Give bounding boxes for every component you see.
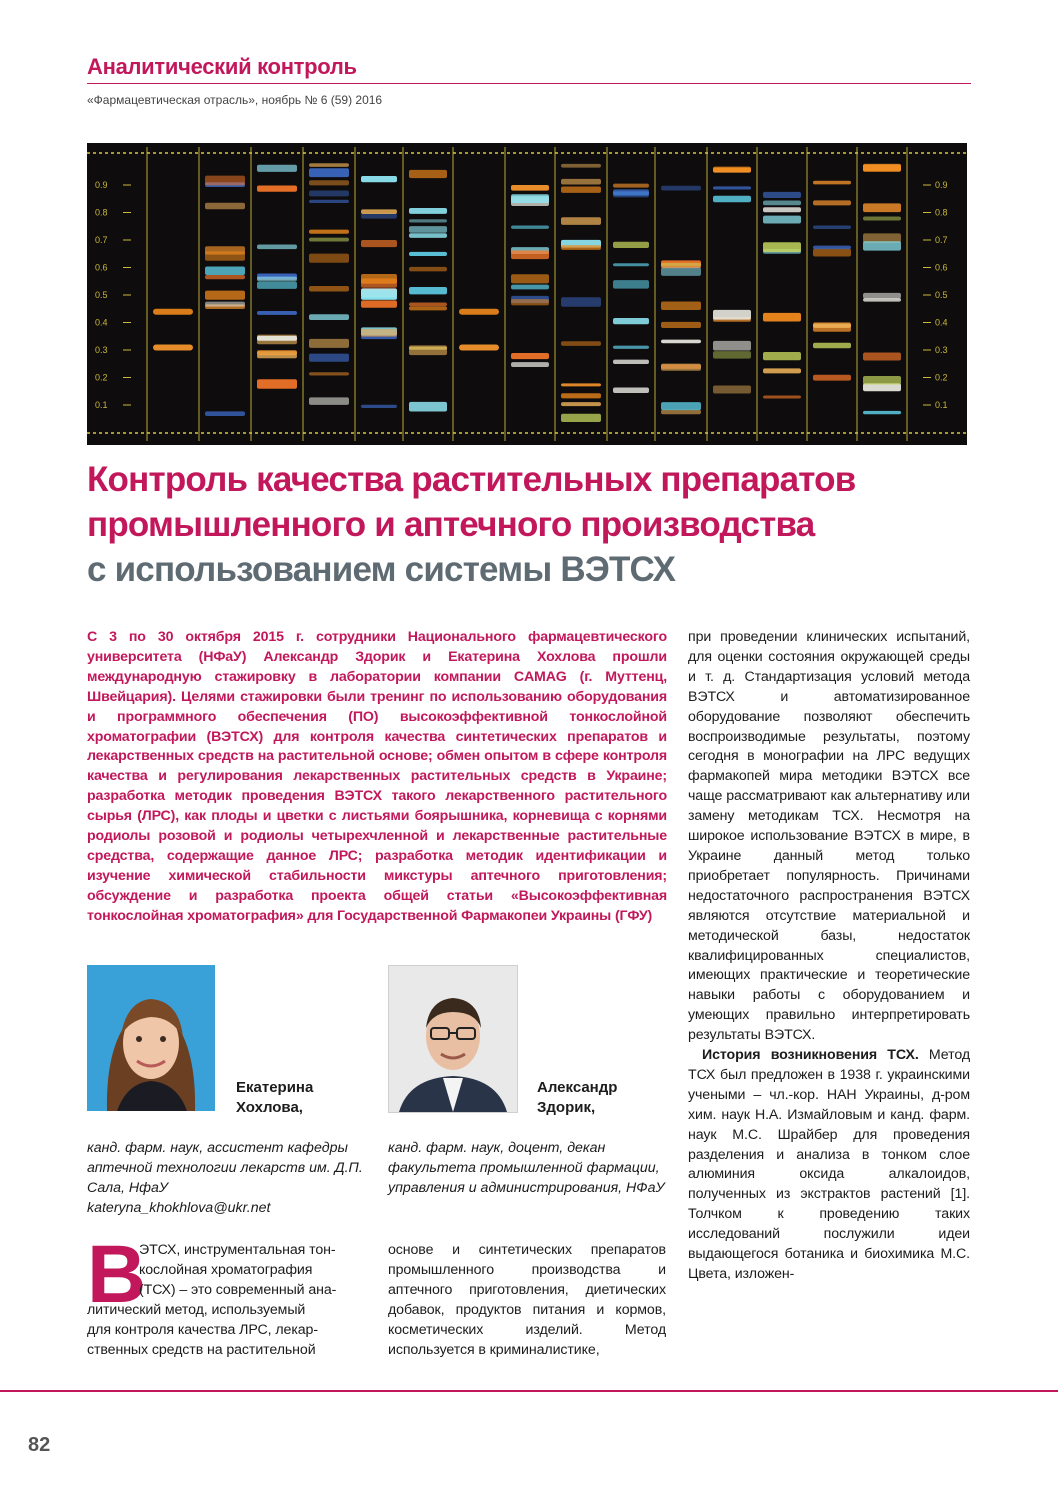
chromatogram-band bbox=[813, 225, 851, 228]
chromatogram-band bbox=[205, 176, 245, 186]
chromatogram-band bbox=[409, 252, 447, 256]
chromatogram-band bbox=[409, 267, 447, 271]
chromatogram-band bbox=[205, 203, 245, 209]
chromatogram-band bbox=[257, 186, 297, 192]
chromatogram-band bbox=[361, 329, 397, 337]
tick-label-right: 0.9 bbox=[935, 180, 948, 190]
chromatogram-band bbox=[561, 164, 601, 168]
chromatogram-band bbox=[863, 293, 901, 298]
chromatogram-band bbox=[361, 209, 397, 214]
chromatogram-band bbox=[361, 176, 397, 182]
chromatogram-band bbox=[511, 299, 549, 305]
chromatogram-band bbox=[763, 207, 801, 212]
hptlc-plate-image bbox=[87, 143, 967, 445]
paragraph bbox=[688, 1046, 970, 1285]
tick-label-left: 0.8 bbox=[95, 207, 108, 218]
tick-label-left: 0.7 bbox=[95, 235, 108, 245]
text-line: ственных средств на растительной bbox=[87, 1342, 316, 1358]
chromatogram-band bbox=[661, 263, 701, 267]
author-1-credentials: канд. фарм. наук, ассистент кафедры аптечной технологии лекарств им. Д.П. Сала, НфаУ bbox=[87, 1140, 363, 1196]
chromatogram-band bbox=[713, 310, 751, 320]
chromatogram-band bbox=[409, 345, 447, 355]
chromatogram-band bbox=[153, 345, 193, 351]
chromatogram-band bbox=[813, 249, 851, 257]
text-line: (ТСХ) – это современный ана- bbox=[139, 1282, 337, 1298]
chromatogram-band bbox=[863, 376, 901, 385]
chromatogram-band bbox=[813, 181, 851, 185]
author-2-name: Александр bbox=[537, 1079, 618, 1096]
author-2-bio bbox=[388, 1138, 668, 1198]
chromatogram-band bbox=[459, 345, 499, 351]
text-column-3 bbox=[688, 628, 970, 1285]
section-title: Аналитический контроль bbox=[87, 54, 357, 79]
portrait-man-icon bbox=[389, 966, 517, 1112]
chromatogram-band bbox=[257, 336, 297, 341]
chromatogram-band bbox=[257, 311, 297, 315]
author-photo-khokhlova bbox=[87, 965, 215, 1111]
chromatogram-band bbox=[863, 241, 901, 250]
chromatogram-band bbox=[511, 362, 549, 367]
tick-label-right: 0.3 bbox=[935, 345, 948, 355]
tick-label-left: 0.4 bbox=[95, 317, 108, 328]
tick-label-left: 0.2 bbox=[95, 372, 108, 383]
chromatogram-band bbox=[661, 364, 701, 371]
chromatogram-band bbox=[309, 238, 349, 242]
chromatogram-band bbox=[511, 250, 549, 259]
chromatogram-band bbox=[661, 267, 701, 276]
chromatogram-band bbox=[409, 306, 447, 310]
tick-label-left: 0.5 bbox=[95, 290, 108, 300]
chromatogram-band bbox=[561, 245, 601, 250]
chromatogram-band bbox=[661, 410, 701, 415]
chromatogram-band bbox=[713, 341, 751, 351]
chromatogram-band bbox=[813, 246, 851, 250]
chromatogram-band bbox=[661, 402, 701, 410]
chromatogram-band bbox=[309, 397, 349, 404]
subheading-runin: История возникновения ТСХ. bbox=[702, 1047, 919, 1064]
chromatogram-band bbox=[257, 351, 297, 358]
chromatogram-band bbox=[763, 395, 801, 398]
chromatogram-band bbox=[409, 302, 447, 306]
chromatogram-band bbox=[361, 300, 397, 307]
chromatogram-band bbox=[763, 368, 801, 373]
chromatogram-band bbox=[713, 167, 751, 172]
chromatogram-band bbox=[813, 375, 851, 381]
author-photo-zdorik bbox=[388, 965, 518, 1113]
tick-label-left: 0.9 bbox=[95, 180, 108, 190]
chromatogram-band bbox=[661, 340, 701, 344]
chromatogram-band bbox=[613, 318, 649, 324]
hptlc-plate-svg bbox=[87, 143, 967, 445]
chromatogram-band bbox=[613, 360, 649, 364]
chromatogram-band bbox=[409, 287, 447, 294]
chromatogram-band bbox=[863, 164, 901, 171]
chromatogram-band bbox=[863, 411, 901, 414]
chromatogram-band bbox=[205, 302, 245, 307]
chromatogram-band bbox=[309, 230, 349, 234]
chromatogram-band bbox=[561, 341, 601, 346]
chromatogram-band bbox=[205, 411, 245, 416]
chromatogram-band bbox=[813, 200, 851, 205]
text-column-1 bbox=[87, 1229, 365, 1360]
tick-label-right: 0.2 bbox=[935, 372, 948, 383]
chromatogram-band bbox=[409, 402, 447, 412]
chromatogram-band bbox=[561, 393, 601, 398]
chromatogram-band bbox=[561, 383, 601, 386]
chromatogram-band bbox=[613, 242, 649, 248]
chromatogram-band bbox=[561, 217, 601, 225]
chromatogram-band bbox=[257, 165, 297, 172]
article-title-line-3: с использованием системы ВЭТСХ bbox=[87, 550, 676, 589]
chromatogram-band bbox=[309, 200, 349, 203]
chromatogram-band bbox=[863, 352, 901, 360]
chromatogram-band bbox=[205, 267, 245, 275]
chromatogram-band bbox=[561, 402, 601, 406]
tick-label-left: 0.1 bbox=[95, 400, 108, 410]
chromatogram-band bbox=[613, 263, 649, 266]
chromatogram-band bbox=[409, 170, 447, 178]
chromatogram-band bbox=[613, 346, 649, 349]
chromatogram-band bbox=[661, 186, 701, 191]
chromatogram-band bbox=[613, 189, 649, 197]
text-line: для контроля качества ЛРС, лекар- bbox=[87, 1322, 318, 1338]
chromatogram-band bbox=[863, 203, 901, 212]
chromatogram-band bbox=[613, 184, 649, 188]
chromatogram-band bbox=[863, 298, 901, 302]
journal-reference: «Фармацевтическая отрасль», ноябрь № 6 (59) 2016 bbox=[87, 93, 383, 107]
tick-label-right: 0.4 bbox=[935, 317, 948, 328]
chromatogram-band bbox=[561, 179, 601, 185]
text-column-2: основе и синтетических препаратов промышленного производства и аптечного приготовления, диетических добавок, продуктов питания и кормов, косметических изделий. Метод используется в криминалистике, bbox=[388, 1242, 666, 1358]
chromatogram-band bbox=[561, 186, 601, 192]
chromatogram-band bbox=[713, 351, 751, 359]
chromatogram-band bbox=[511, 194, 549, 203]
chromatogram-band bbox=[511, 185, 549, 191]
author-1-email[interactable]: kateryna_khokhlova@ukr.net bbox=[87, 1200, 271, 1216]
chromatogram-band bbox=[309, 314, 349, 320]
chromatogram-band bbox=[813, 324, 851, 328]
chromatogram-band bbox=[511, 225, 549, 228]
drop-cap: В bbox=[87, 1229, 147, 1320]
chromatogram-band bbox=[309, 339, 349, 348]
chromatogram-band bbox=[763, 200, 801, 205]
chromatogram-band bbox=[763, 352, 801, 360]
chromatogram-band bbox=[409, 208, 447, 214]
chromatogram-band bbox=[409, 233, 447, 238]
tick-label-right: 0.5 bbox=[935, 290, 948, 300]
tick-label-right: 0.1 bbox=[935, 400, 948, 410]
chromatogram-band bbox=[713, 386, 751, 394]
author-1-surname: Хохлова, bbox=[236, 1099, 303, 1116]
article-title-line-1: Контроль качества растительных препаратов bbox=[87, 460, 856, 499]
chromatogram-band bbox=[205, 251, 245, 260]
chromatogram-band bbox=[361, 213, 397, 218]
chromatogram-band bbox=[661, 322, 701, 328]
chromatogram-band bbox=[205, 291, 245, 300]
chromatogram-band bbox=[863, 216, 901, 220]
author-1-name: Екатерина bbox=[236, 1079, 314, 1096]
chromatogram-band bbox=[153, 309, 193, 315]
chromatogram-band bbox=[763, 242, 801, 252]
chromatogram-band bbox=[763, 216, 801, 224]
tick-label-right: 0.7 bbox=[935, 235, 948, 245]
footer-divider bbox=[0, 1390, 1058, 1392]
text-line: ЭТСХ, инструментальная тон- bbox=[139, 1242, 336, 1258]
chromatogram-band bbox=[613, 280, 649, 288]
tick-label-left: 0.6 bbox=[95, 262, 108, 273]
chromatogram-band bbox=[561, 297, 601, 307]
chromatogram-band bbox=[361, 240, 397, 247]
chromatogram-band bbox=[459, 309, 499, 315]
paragraph-text: Метод ТСХ был предложен в 1938 г. украинскими учеными – чл.-кор. НАН Украины, д-ром хим. наук Н.А. Измайловым и канд. фарм. наук М.С. Шрайбер для проведения разделения и анализа в тонком слое алюминия оксида алкалоидов, полученных из экстрактов растений [1]. Толчком к проведению таких исследований послужили идеи выдающегося ботаника и биохимика М.С. Цвета, изложен- bbox=[688, 1047, 970, 1282]
chromatogram-band bbox=[511, 285, 549, 290]
chromatogram-band bbox=[205, 275, 245, 279]
chromatogram-band bbox=[763, 192, 801, 198]
text-line: литический метод, используемый bbox=[87, 1302, 306, 1318]
chromatogram-band bbox=[361, 405, 397, 408]
chromatogram-band bbox=[361, 290, 397, 299]
chromatogram-band bbox=[309, 254, 349, 263]
author-2-credentials: канд. фарм. наук, доцент, декан факультета промышленной фармации, управления и администрирования, НФаУ bbox=[388, 1140, 665, 1196]
chromatogram-band bbox=[561, 414, 601, 422]
chromatogram-band bbox=[813, 343, 851, 348]
article-title-line-2: промышленного и аптечного производства bbox=[87, 505, 815, 544]
chromatogram-band bbox=[309, 190, 349, 196]
chromatogram-band bbox=[763, 313, 801, 322]
chromatogram-band bbox=[511, 274, 549, 283]
chromatogram-band bbox=[309, 372, 349, 375]
author-2-surname: Здорик, bbox=[537, 1099, 596, 1116]
chromatogram-band bbox=[613, 387, 649, 393]
chromatogram-band bbox=[713, 186, 751, 189]
text-line: кослойная хроматография bbox=[139, 1262, 313, 1278]
tick-label-right: 0.8 bbox=[935, 207, 948, 218]
section-divider bbox=[87, 83, 971, 84]
tick-label-left: 0.3 bbox=[95, 345, 108, 355]
chromatogram-band bbox=[511, 353, 549, 359]
tick-label-right: 0.6 bbox=[935, 262, 948, 273]
chromatogram-band bbox=[309, 354, 349, 362]
chromatogram-band bbox=[257, 277, 297, 282]
lead-paragraph: С 3 по 30 октября 2015 г. сотрудники Национального фармацевтического университета (НФаУ) Александр Здорик и Екатерина Хохлова прошли международную стажировку в лаборатории компании CAMAG (г. Муттенц, Швейцария). Целями стажировки были тренинг по использованию оборудования и программного обеспечения (ПО) высокоэффективной тонкослойной хроматографии (ВЭТСХ) для контроля качества синтетических препаратов и лекарственных средств на растительной основе; обмен опытом в сфере контроля качества и регулирования лекарственных растительных средств в Украине; разработка методик проведения ВЭТСХ такого лекарственного растительного сырья (ЛРС), как плоды и цветки с листьями боярышника, корневища с корнями родиолы розовой и родиолы четырехчленной и лекарственные растительные средства, содержащие данное ЛРС; разработка методик идентификации и изучение химической стабильности микстуры аптечного приготовления; обсуждение и разработка проекта общей статьи «Высокоэффективная тонкослойная хроматография» для Государственной Фармакопеи Украины (ГФУ) bbox=[87, 629, 667, 924]
chromatogram-band bbox=[309, 286, 349, 291]
page-number: 82 bbox=[28, 1434, 51, 1456]
author-1-bio bbox=[87, 1138, 367, 1218]
portrait-woman-icon bbox=[87, 965, 215, 1111]
chromatogram-band bbox=[309, 163, 349, 167]
chromatogram-band bbox=[661, 301, 701, 310]
chromatogram-band bbox=[309, 168, 349, 177]
chromatogram-band bbox=[257, 379, 297, 388]
paragraph: при проведении клинических испытаний, для оценки состояния окружающей среды и т. д. Стандартизация условий метода ВЭТСХ и автоматизированное оборудование позволяют обеспечить воспроизводимые результаты, поэтому сегодня в монографии на ЛРС ведущих фармакопей мира методики ВЭТСХ все чаще рассматривают как альтернативу или замену методикам ТСХ. Несмотря на широкое использование ВЭТСХ в мире, в Украине данный метод только приобретает популярность. Причинами недостаточного распространения ВЭТСХ являются отсутствие материальной и методической базы, недостаток квалифицированных специалистов, имеющих практические и теоретические навыки работы с оборудованием и умеющих правильно интерпретировать результаты ВЭТСХ. bbox=[688, 629, 970, 1044]
chromatogram-band bbox=[361, 274, 397, 284]
chromatogram-band bbox=[309, 180, 349, 185]
chromatogram-band bbox=[713, 196, 751, 203]
chromatogram-band bbox=[257, 282, 297, 289]
chromatogram-band bbox=[257, 245, 297, 250]
chromatogram-band bbox=[409, 219, 447, 222]
chromatogram-band bbox=[409, 226, 447, 233]
